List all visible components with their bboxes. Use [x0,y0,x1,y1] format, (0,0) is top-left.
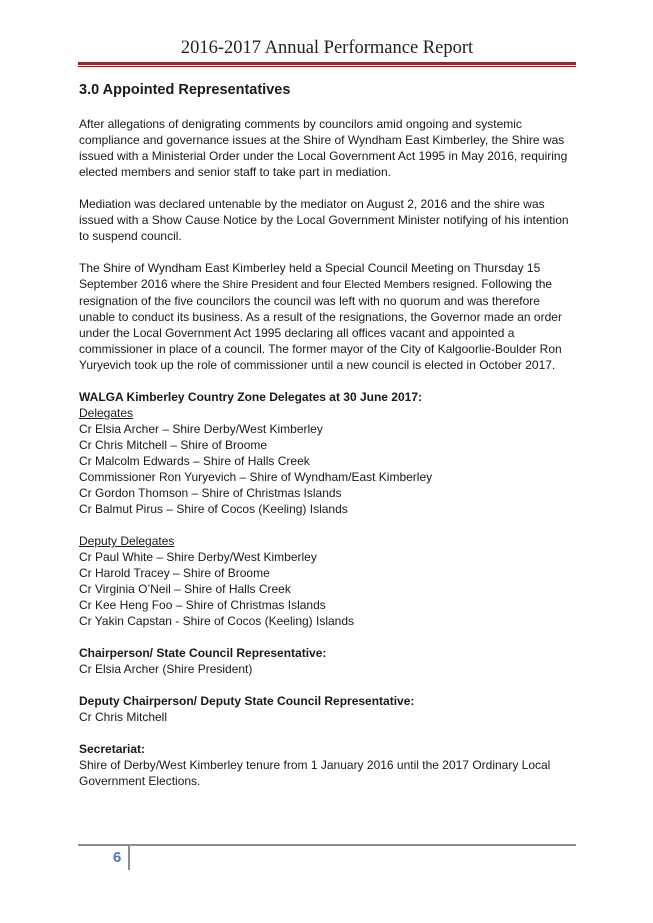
deputy-delegates-label: Deputy Delegates [79,534,175,548]
deputy-delegate-item: Cr Yakin Capstan - Shire of Cocos (Keeling) Islands [79,614,355,628]
header-rule-thin [78,66,576,67]
paragraph-text: The Shire of Wyndham East Kimberley held a Special Council Meeting on Thursday 15 September 2016 [79,261,541,291]
delegates-label: Delegates [79,406,134,420]
deputy-delegates-block [79,533,579,629]
page-number: 6 [113,849,122,866]
deputy-delegate-item: Cr Kee Heng Foo – Shire of Christmas Islands [79,598,326,612]
deputy-chairperson-block [79,693,579,725]
delegate-item: Cr Chris Mitchell – Shire of Broome [79,438,268,452]
secretariat-value: Shire of Derby/West Kimberley tenure from 1 January 2016 until the 2017 Ordinary Local Government Elections. [79,758,551,788]
delegate-item: Cr Malcolm Edwards – Shire of Halls Creek [79,454,310,468]
deputy-chairperson-value: Cr Chris Mitchell [79,710,168,724]
paragraph-show-cause: Mediation was declared untenable by the mediator on August 2, 2016 and the shire was issued with a Show Cause Notice by the Local Government Minister notifying of his intention to suspend council. [79,197,569,243]
walga-heading: WALGA Kimberley Country Zone Delegates at 30 June 2017: [79,390,422,404]
chairperson-value: Cr Elsia Archer (Shire President) [79,662,253,676]
delegate-item: Commissioner Ron Yuryevich – Shire of Wyndham/East Kimberley [79,470,433,484]
deputy-chairperson-heading: Deputy Chairperson/ Deputy State Council Representative: [79,694,415,708]
delegate-item: Cr Elsia Archer – Shire Derby/West Kimberley [79,422,323,436]
delegate-item: Cr Balmut Pirus – Shire of Cocos (Keeling) Islands [79,502,348,516]
deputy-delegate-item: Cr Paul White – Shire Derby/West Kimberley [79,550,317,564]
header-rule [78,62,576,65]
chairperson-block [79,645,579,677]
chairperson-heading: Chairperson/ State Council Representative: [79,646,327,660]
paragraph-text-small: where the Shire President and four Elected Members resigned. [171,279,479,291]
section-title: 3.0 Appointed Representatives [79,82,291,98]
deputy-delegate-item: Cr Harold Tracey – Shire of Broome [79,566,270,580]
document-body [79,80,579,805]
secretariat-heading: Secretariat: [79,742,146,756]
deputy-delegate-item: Cr Virginia O’Neil – Shire of Halls Creek [79,582,291,596]
paragraph-text: Following the resignation of the five councilors the council was left with no quorum and was therefore unable to conduct its business. As a result of the resignations, the Governor made an order under the Local Government Act 1995 declaring all offices vacant and appointed a commissioner in place of a council. The former mayor of the City of Kalgoorlie-Boulder Ron Yuryevich took up the role of commissioner until a new council is elected in October 2017. [79,277,562,372]
paragraph-council-meeting [79,260,579,373]
secretariat-block [79,741,579,789]
page-header-title: 2016-2017 Annual Performance Report [180,38,474,58]
footer-rule [78,844,576,846]
footer-divider [128,846,130,870]
delegates-block [79,389,579,517]
delegate-item: Cr Gordon Thomson – Shire of Christmas Islands [79,486,342,500]
paragraph-mediation-order: After allegations of denigrating comments by councilors amid ongoing and systemic compliance and governance issues at the Shire of Wyndham East Kimberley, the Shire was issued with a Ministerial Order under the Local Government Act 1995 in May 2016, requiring elected members and senior staff to take part in mediation. [79,117,568,179]
